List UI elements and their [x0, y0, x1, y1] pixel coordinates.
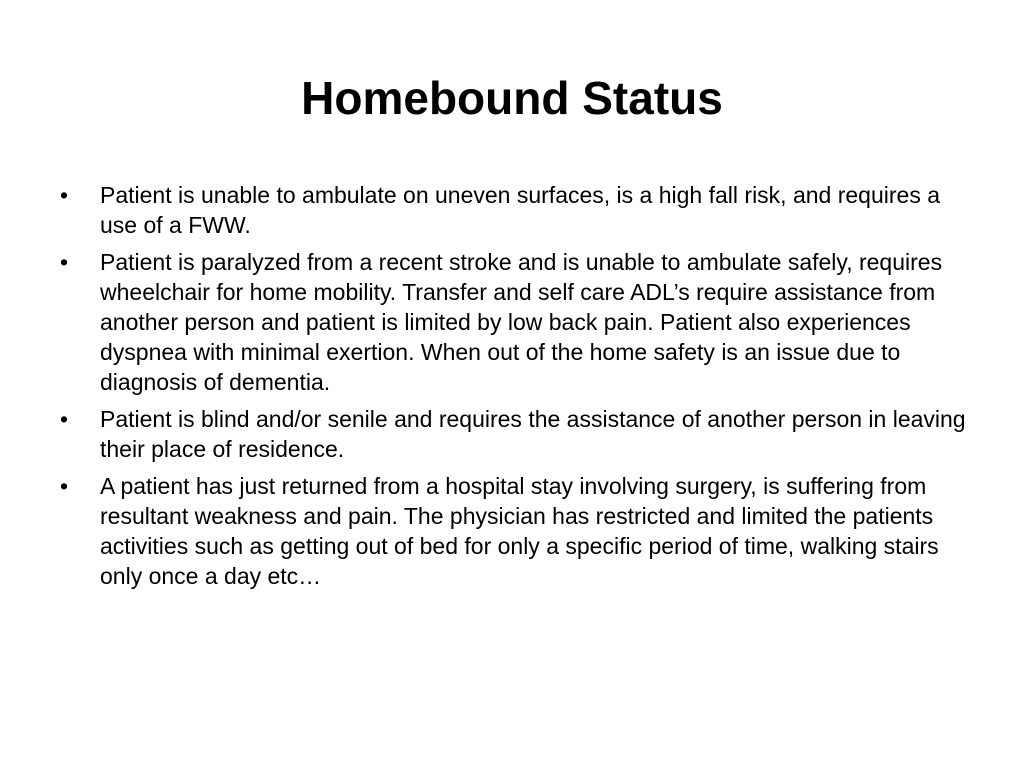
bullet-dot-icon: •: [60, 473, 69, 499]
bullet-text: A patient has just returned from a hospital stay involving surgery, is suffering from resultant weakness and pain. The physician has restricted and limited the patients activities such as getting out of bed for only a specific period of time, walking stairs only once a day etc…: [100, 473, 939, 589]
bullet-dot-icon: •: [60, 249, 69, 275]
bullet-list: [60, 180, 980, 598]
bullet-text: Patient is unable to ambulate on uneven surfaces, is a high fall risk, and requires a use of a FWW.: [100, 182, 940, 238]
bullet-item-2: [60, 247, 980, 397]
bullet-dot-icon: •: [60, 406, 69, 432]
bullet-text: Patient is paralyzed from a recent stroke and is unable to ambulate safely, requires wheelchair for home mobility. Transfer and self care ADL’s require assistance from another person and patient is limited by low back pain. Patient also experiences dyspnea with minimal exertion. When out of the home safety is an issue due to diagnosis of dementia.: [100, 249, 943, 395]
bullet-dot-icon: •: [60, 182, 69, 208]
bullet-text: Patient is blind and/or senile and requires the assistance of another person in leaving their place of residence.: [100, 406, 966, 462]
slide-title: Homebound Status: [301, 72, 723, 124]
bullet-item-3: [60, 404, 980, 464]
bullet-item-4: [60, 471, 980, 591]
bullet-item-1: [60, 180, 980, 240]
